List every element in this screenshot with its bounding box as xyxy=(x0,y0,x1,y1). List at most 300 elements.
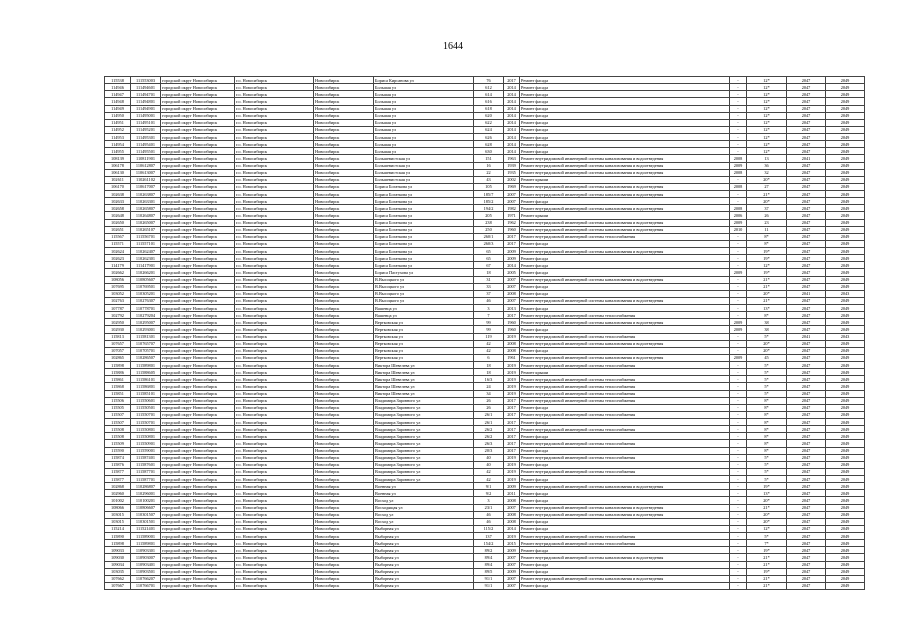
cell-locality: Новосибирск xyxy=(314,212,374,219)
cell-municipality: городской округ Новосибирск xyxy=(161,476,235,483)
cell-build-year: 2019 xyxy=(504,468,520,475)
cell-work-type: Ремонт фасада xyxy=(520,568,730,575)
cell-last-repair-year: - xyxy=(730,440,747,447)
cell-last-repair-year: - xyxy=(730,141,747,148)
cell-start-year: 2047 xyxy=(787,219,826,226)
cell-build-year: 1960 xyxy=(504,326,520,333)
cell-locality: Новосибирск xyxy=(314,533,374,540)
cell-city-district: г.о. Новосибирск xyxy=(235,262,314,269)
cell-end-year: 2049 xyxy=(826,297,865,304)
cell-years-since: 5* xyxy=(747,333,787,340)
cell-last-repair-year: - xyxy=(730,362,747,369)
table-row xyxy=(105,397,865,404)
cell-last-repair-year: - xyxy=(730,119,747,126)
cell-last-repair-year: - xyxy=(730,105,747,112)
cell-house-number: 18 xyxy=(474,369,504,376)
cell-object-code: 111587701 xyxy=(131,468,161,475)
cell-build-year: 1982 xyxy=(504,205,520,212)
cell-locality: Новосибирск xyxy=(314,426,374,433)
table-row xyxy=(105,582,865,589)
cell-locality: Новосибирск xyxy=(314,433,374,440)
cell-house-id: 114951 xyxy=(105,119,131,126)
cell-object-code: 110286507 xyxy=(131,354,161,361)
cell-house-number: 46 xyxy=(474,518,504,525)
cell-locality: Новосибирск xyxy=(314,561,374,568)
cell-house-id: 106170 xyxy=(105,183,131,190)
cell-work-type: Ремонт внутридомовой инженерной системы теплоснабжения xyxy=(520,362,730,369)
cell-end-year: 2049 xyxy=(826,547,865,554)
cell-years-since: 21* xyxy=(747,554,787,561)
cell-house-id: 102960 xyxy=(105,490,131,497)
cell-work-type: Ремонт фасада xyxy=(520,126,730,133)
cell-street: В.Высоцкого ул xyxy=(374,297,474,304)
table-row xyxy=(105,340,865,347)
cell-years-since: 5* xyxy=(747,390,787,397)
cell-municipality: городской округ Новосибирск xyxy=(161,340,235,347)
cell-house-number: 46 xyxy=(474,511,504,518)
cell-street: Бориса Богаткова ул xyxy=(374,240,474,247)
cell-house-id: 107695 xyxy=(105,283,131,290)
cell-house-number: 151 xyxy=(474,155,504,162)
table-row xyxy=(105,134,865,141)
cell-start-year: 2047 xyxy=(787,248,826,255)
table-row xyxy=(105,219,865,226)
cell-house-id: 102662 xyxy=(105,269,131,276)
cell-end-year: 2049 xyxy=(826,447,865,454)
cell-street: Бориса Богаткова ул xyxy=(374,198,474,205)
cell-years-since: 20* xyxy=(747,290,787,297)
cell-work-type: Ремонт крыши xyxy=(520,212,730,219)
cell-municipality: городской округ Новосибирск xyxy=(161,297,235,304)
table-row xyxy=(105,383,865,390)
cell-house-id: 106178 xyxy=(105,162,131,169)
cell-house-number: 91/1 xyxy=(474,575,504,582)
cell-end-year: 2049 xyxy=(826,468,865,475)
cell-start-year: 2047 xyxy=(787,525,826,532)
cell-work-type: Ремонт внутридомовой инженерной системы канализования и водоотведения xyxy=(520,554,730,561)
cell-work-type: Ремонт внутридомовой инженерной системы теплоснабжения xyxy=(520,312,730,319)
cell-locality: Новосибирск xyxy=(314,326,374,333)
cell-municipality: городской округ Новосибирск xyxy=(161,312,235,319)
cell-years-since: 8* xyxy=(747,404,787,411)
cell-house-number: 618 xyxy=(474,105,504,112)
cell-object-code: 110264807 xyxy=(131,212,161,219)
cell-object-code: 111589801 xyxy=(131,362,161,369)
cell-years-since: 13 xyxy=(747,155,787,162)
cell-work-type: Ремонт внутридомовой инженерной системы канализования и водоотведения xyxy=(520,155,730,162)
cell-municipality: городской округ Новосибирск xyxy=(161,547,235,554)
cell-locality: Новосибирск xyxy=(314,290,374,297)
cell-start-year: 2047 xyxy=(787,483,826,490)
cell-last-repair-year: - xyxy=(730,312,747,319)
cell-build-year: 1961 xyxy=(504,354,520,361)
cell-locality: Новосибирск xyxy=(314,183,374,190)
table-row xyxy=(105,354,865,361)
cell-work-type: Ремонт фасада xyxy=(520,98,730,105)
cell-end-year: 2049 xyxy=(826,533,865,540)
cell-city-district: г.о. Новосибирск xyxy=(235,376,314,383)
cell-house-number: 26 xyxy=(474,397,504,404)
cell-build-year: 2017 xyxy=(504,77,520,84)
cell-object-code: 110263301 xyxy=(131,198,161,205)
cell-work-type: Ремонт внутридомовой инженерной системы канализования и водоотведения xyxy=(520,297,730,304)
cell-locality: Новосибирск xyxy=(314,162,374,169)
cell-build-year: 2014 xyxy=(504,98,520,105)
cell-municipality: городской округ Новосибирск xyxy=(161,426,235,433)
cell-last-repair-year: - xyxy=(730,262,747,269)
cell-house-id: 102624 xyxy=(105,248,131,255)
cell-house-id: 115877 xyxy=(105,476,131,483)
cell-years-since: 8* xyxy=(747,433,787,440)
cell-house-id: 102648 xyxy=(105,212,131,219)
cell-start-year: 2047 xyxy=(787,183,826,190)
cell-work-type: Ремонт фасада xyxy=(520,525,730,532)
cell-end-year: 2049 xyxy=(826,312,865,319)
cell-locality: Новосибирск xyxy=(314,155,374,162)
cell-end-year: 2049 xyxy=(826,575,865,582)
cell-start-year: 2047 xyxy=(787,198,826,205)
cell-years-since: 12* xyxy=(747,126,787,133)
table-row xyxy=(105,447,865,454)
cell-city-district: г.о. Новосибирск xyxy=(235,575,314,582)
cell-locality: Новосибирск xyxy=(314,383,374,390)
cell-end-year: 2049 xyxy=(826,483,865,490)
cell-work-type: Ремонт внутридомовой инженерной системы теплоснабжения xyxy=(520,233,730,240)
table-row xyxy=(105,290,865,297)
table-row xyxy=(105,319,865,326)
cell-object-code: 111588605 xyxy=(131,369,161,376)
cell-work-type: Ремонт внутридомовой инженерной системы теплоснабжения xyxy=(520,390,730,397)
cell-start-year: 2047 xyxy=(787,411,826,418)
cell-last-repair-year: - xyxy=(730,476,747,483)
cell-build-year: 2007 xyxy=(504,554,520,561)
cell-municipality: городской округ Новосибирск xyxy=(161,554,235,561)
cell-house-number: 16/3 xyxy=(474,376,504,383)
cell-last-repair-year: - xyxy=(730,276,747,283)
cell-city-district: г.о. Новосибирск xyxy=(235,205,314,212)
cell-end-year: 2049 xyxy=(826,91,865,98)
cell-last-repair-year: - xyxy=(730,582,747,589)
cell-work-type: Ремонт фасада xyxy=(520,262,730,269)
cell-end-year: 2049 xyxy=(826,426,865,433)
cell-work-type: Ремонт фасада xyxy=(520,461,730,468)
cell-city-district: г.о. Новосибирск xyxy=(235,533,314,540)
cell-end-year: 2049 xyxy=(826,582,865,589)
cell-years-since: 19* xyxy=(747,269,787,276)
cell-house-number: 260/1 xyxy=(474,233,504,240)
cell-house-number: 614 xyxy=(474,91,504,98)
cell-start-year: 2041 xyxy=(787,333,826,340)
cell-house-id: 109034 xyxy=(105,561,131,568)
table-row xyxy=(105,504,865,511)
cell-municipality: городской округ Новосибирск xyxy=(161,419,235,426)
cell-municipality: городской округ Новосибирск xyxy=(161,290,235,297)
cell-last-repair-year: - xyxy=(730,297,747,304)
cell-work-type: Ремонт внутридомовой инженерной системы канализования и водоотведения xyxy=(520,575,730,582)
cell-house-number: 119 xyxy=(474,333,504,340)
page-number: 1644 xyxy=(443,41,463,52)
cell-house-id: 106130 xyxy=(105,169,131,176)
cell-end-year: 2049 xyxy=(826,77,865,84)
cell-work-type: Ремонт внутридомовой инженерной системы канализования и водоотведения xyxy=(520,162,730,169)
cell-years-since: 8* xyxy=(747,419,787,426)
cell-house-id: 102950 xyxy=(105,319,131,326)
cell-work-type: Ремонт внутридомовой инженерной системы канализования и водоотведения xyxy=(520,504,730,511)
cell-city-district: г.о. Новосибирск xyxy=(235,461,314,468)
cell-end-year: 2049 xyxy=(826,212,865,219)
cell-municipality: городской округ Новосибирск xyxy=(161,326,235,333)
cell-municipality: городской округ Новосибирск xyxy=(161,226,235,233)
cell-end-year: 2049 xyxy=(826,540,865,547)
cell-work-type: Ремонт внутридомовой инженерной системы теплоснабжения xyxy=(520,333,730,340)
table-row xyxy=(105,98,865,105)
cell-start-year: 2047 xyxy=(787,490,826,497)
cell-end-year: 2049 xyxy=(826,119,865,126)
cell-last-repair-year: 2009 xyxy=(730,162,747,169)
cell-house-id: 103015 xyxy=(105,518,131,525)
cell-city-district: г.о. Новосибирск xyxy=(235,483,314,490)
table-row xyxy=(105,112,865,119)
cell-start-year: 2047 xyxy=(787,362,826,369)
cell-street: Виктора Шевелева ул xyxy=(374,369,474,376)
cell-street: Бориса Кирсанова ул xyxy=(374,77,474,84)
cell-house-number: 42 xyxy=(474,340,504,347)
cell-object-code: 111587601 xyxy=(131,461,161,468)
cell-house-number: 6 xyxy=(474,354,504,361)
cell-last-repair-year: - xyxy=(730,419,747,426)
cell-street: Владимира Заровного ул xyxy=(374,440,474,447)
cell-build-year: 2014 xyxy=(504,84,520,91)
table-row xyxy=(105,240,865,247)
cell-house-id: 109033 xyxy=(105,547,131,554)
cell-last-repair-year: - xyxy=(730,454,747,461)
cell-city-district: г.о. Новосибирск xyxy=(235,77,314,84)
cell-municipality: городской округ Новосибирск xyxy=(161,212,235,219)
cell-object-code: 110903501 xyxy=(131,568,161,575)
cell-work-type: Ремонт внутридомовой инженерной системы канализования и водоотведения xyxy=(520,169,730,176)
table-row xyxy=(105,169,865,176)
cell-municipality: городской округ Новосибирск xyxy=(161,112,235,119)
table-row xyxy=(105,312,865,319)
cell-last-repair-year: - xyxy=(730,461,747,468)
cell-object-code: 111585101 xyxy=(131,390,161,397)
cell-work-type: Ремонт фасада xyxy=(520,91,730,98)
table-row xyxy=(105,483,865,490)
cell-end-year: 2049 xyxy=(826,362,865,369)
cell-municipality: городской округ Новосибирск xyxy=(161,511,235,518)
cell-object-code: 110805607 xyxy=(131,276,161,283)
cell-build-year: 2014 xyxy=(504,525,520,532)
cell-years-since: 13* xyxy=(747,305,787,312)
cell-municipality: городской округ Новосибирск xyxy=(161,533,235,540)
cell-house-number: 612 xyxy=(474,84,504,91)
cell-city-district: г.о. Новосибирск xyxy=(235,126,314,133)
cell-end-year: 2049 xyxy=(826,454,865,461)
cell-object-code: 111557101 xyxy=(131,240,161,247)
cell-street: Выборная ул xyxy=(374,568,474,575)
cell-work-type: Ремонт внутридомовой инженерной системы канализования и водоотведения xyxy=(520,511,730,518)
cell-city-district: г.о. Новосибирск xyxy=(235,468,314,475)
cell-end-year: 2049 xyxy=(826,461,865,468)
cell-street: Бориса Пастухова ул xyxy=(374,269,474,276)
cell-years-since: 13* xyxy=(747,490,787,497)
cell-end-year: 2049 xyxy=(826,134,865,141)
cell-build-year: 2014 xyxy=(504,148,520,155)
cell-object-code: 111494901 xyxy=(131,105,161,112)
cell-object-code: 110806607 xyxy=(131,504,161,511)
cell-city-district: г.о. Новосибирск xyxy=(235,476,314,483)
cell-locality: Новосибирск xyxy=(314,84,374,91)
cell-locality: Новосибирск xyxy=(314,262,374,269)
cell-work-type: Ремонт внутридомовой инженерной системы канализования и водоотведения xyxy=(520,205,730,212)
cell-years-since: 8* xyxy=(747,426,787,433)
table-row xyxy=(105,119,865,126)
cell-locality: Новосибирск xyxy=(314,447,374,454)
table-row xyxy=(105,468,865,475)
cell-house-id: 114179 xyxy=(105,262,131,269)
cell-street: Выборная ул xyxy=(374,582,474,589)
table-row xyxy=(105,376,865,383)
cell-build-year: 2007 xyxy=(504,297,520,304)
cell-work-type: Ремонт фасада xyxy=(520,112,730,119)
cell-object-code: 110617007 xyxy=(131,183,161,190)
cell-street: Вертковская ул xyxy=(374,340,474,347)
cell-object-code: 111587701 xyxy=(131,476,161,483)
cell-start-year: 2047 xyxy=(787,397,826,404)
cell-work-type: Ремонт внутридомовой инженерной системы теплоснабжения xyxy=(520,411,730,418)
cell-locality: Новосибирск xyxy=(314,226,374,233)
cell-locality: Новосибирск xyxy=(314,419,374,426)
cell-last-repair-year: - xyxy=(730,240,747,247)
cell-house-number: 42 xyxy=(474,476,504,483)
cell-house-number: 42 xyxy=(474,468,504,475)
cell-object-code: 110293001 xyxy=(131,326,161,333)
cell-build-year: 2014 xyxy=(504,112,520,119)
cell-street: Выборная ул xyxy=(374,575,474,582)
cell-locality: Новосибирск xyxy=(314,440,374,447)
cell-municipality: городской округ Новосибирск xyxy=(161,433,235,440)
cell-municipality: городской округ Новосибирск xyxy=(161,183,235,190)
cell-street: Выборная ул xyxy=(374,533,474,540)
cell-municipality: городской округ Новосибирск xyxy=(161,369,235,376)
cell-start-year: 2047 xyxy=(787,440,826,447)
cell-street: В.Высоцкого ул xyxy=(374,276,474,283)
cell-object-code: 110262407 xyxy=(131,248,161,255)
cell-locality: Новосибирск xyxy=(314,404,374,411)
cell-municipality: городской округ Новосибирск xyxy=(161,191,235,198)
cell-work-type: Ремонт фасада xyxy=(520,404,730,411)
cell-build-year: 1969 xyxy=(504,183,520,190)
cell-locality: Новосибирск xyxy=(314,269,374,276)
cell-build-year: 2009 xyxy=(504,255,520,262)
cell-city-district: г.о. Новосибирск xyxy=(235,369,314,376)
cell-object-code: 111587401 xyxy=(131,454,161,461)
cell-house-id: 115590 xyxy=(105,447,131,454)
cell-last-repair-year: - xyxy=(730,468,747,475)
cell-years-since: 20* xyxy=(747,511,787,518)
cell-municipality: городской округ Новосибирск xyxy=(161,205,235,212)
cell-house-id: 102658 xyxy=(105,205,131,212)
cell-city-district: г.о. Новосибирск xyxy=(235,233,314,240)
table-row xyxy=(105,554,865,561)
cell-object-code: 110263807 xyxy=(131,191,161,198)
cell-house-id: 115505 xyxy=(105,404,131,411)
cell-object-code: 111417901 xyxy=(131,262,161,269)
cell-city-district: г.о. Новосибирск xyxy=(235,162,314,169)
cell-years-since: 21* xyxy=(747,582,787,589)
cell-last-repair-year: - xyxy=(730,233,747,240)
cell-end-year: 2049 xyxy=(826,561,865,568)
cell-build-year: 2019 xyxy=(504,454,520,461)
cell-work-type: Ремонт внутридомовой инженерной системы канализования и водоотведения xyxy=(520,354,730,361)
cell-house-id: 102930 xyxy=(105,326,131,333)
cell-street: Большая ул xyxy=(374,105,474,112)
cell-street: Большая ул xyxy=(374,98,474,105)
cell-municipality: городской округ Новосибирск xyxy=(161,255,235,262)
cell-municipality: городской округ Новосибирск xyxy=(161,269,235,276)
cell-end-year: 2049 xyxy=(826,518,865,525)
cell-start-year: 2047 xyxy=(787,347,826,354)
cell-object-code: 110261102 xyxy=(131,176,161,183)
cell-last-repair-year: - xyxy=(730,540,747,547)
cell-end-year: 2049 xyxy=(826,126,865,133)
cell-years-since: 26 xyxy=(747,212,787,219)
cell-object-code: 111589001 xyxy=(131,533,161,540)
table-row xyxy=(105,212,865,219)
cell-house-number: 238 xyxy=(474,219,504,226)
cell-start-year: 2047 xyxy=(787,390,826,397)
cell-years-since: 21* xyxy=(747,283,787,290)
cell-house-id: 115851 xyxy=(105,390,131,397)
cell-house-number: 24 xyxy=(474,383,504,390)
cell-last-repair-year: - xyxy=(730,547,747,554)
cell-last-repair-year: - xyxy=(730,333,747,340)
cell-object-code: 110765707 xyxy=(131,340,161,347)
cell-build-year: 2009 xyxy=(504,483,520,490)
cell-years-since: 19* xyxy=(747,255,787,262)
cell-build-year: 2017 xyxy=(504,447,520,454)
cell-street: Большая ул xyxy=(374,119,474,126)
cell-start-year: 2047 xyxy=(787,476,826,483)
table-row xyxy=(105,183,865,190)
cell-street: Восход ул xyxy=(374,518,474,525)
cell-street: Большая ул xyxy=(374,134,474,141)
cell-municipality: городской округ Новосибирск xyxy=(161,155,235,162)
cell-last-repair-year: - xyxy=(730,575,747,582)
cell-house-id: 115506 xyxy=(105,397,131,404)
cell-street: Большевистская ул xyxy=(374,162,474,169)
cell-build-year: 2019 xyxy=(504,362,520,369)
cell-build-year: 2008 xyxy=(504,511,520,518)
cell-house-number: 91/1 xyxy=(474,582,504,589)
cell-locality: Новосибирск xyxy=(314,219,374,226)
cell-locality: Новосибирск xyxy=(314,126,374,133)
cell-house-id: 103052 xyxy=(105,290,131,297)
cell-years-since: 8* xyxy=(747,411,787,418)
cell-object-code: 110301501 xyxy=(131,518,161,525)
cell-city-district: г.о. Новосибирск xyxy=(235,433,314,440)
cell-street: Вертковская ул xyxy=(374,326,474,333)
table-row xyxy=(105,126,865,133)
cell-city-district: г.о. Новосибирск xyxy=(235,148,314,155)
cell-street: Военная ул xyxy=(374,490,474,497)
cell-work-type: Ремонт внутридомовой инженерной системы канализования и водоотведения xyxy=(520,340,730,347)
cell-build-year: 2008 xyxy=(504,290,520,297)
cell-house-id: 114952 xyxy=(105,126,131,133)
cell-start-year: 2047 xyxy=(787,461,826,468)
cell-work-type: Ремонт фасада xyxy=(520,84,730,91)
cell-end-year: 2049 xyxy=(826,476,865,483)
